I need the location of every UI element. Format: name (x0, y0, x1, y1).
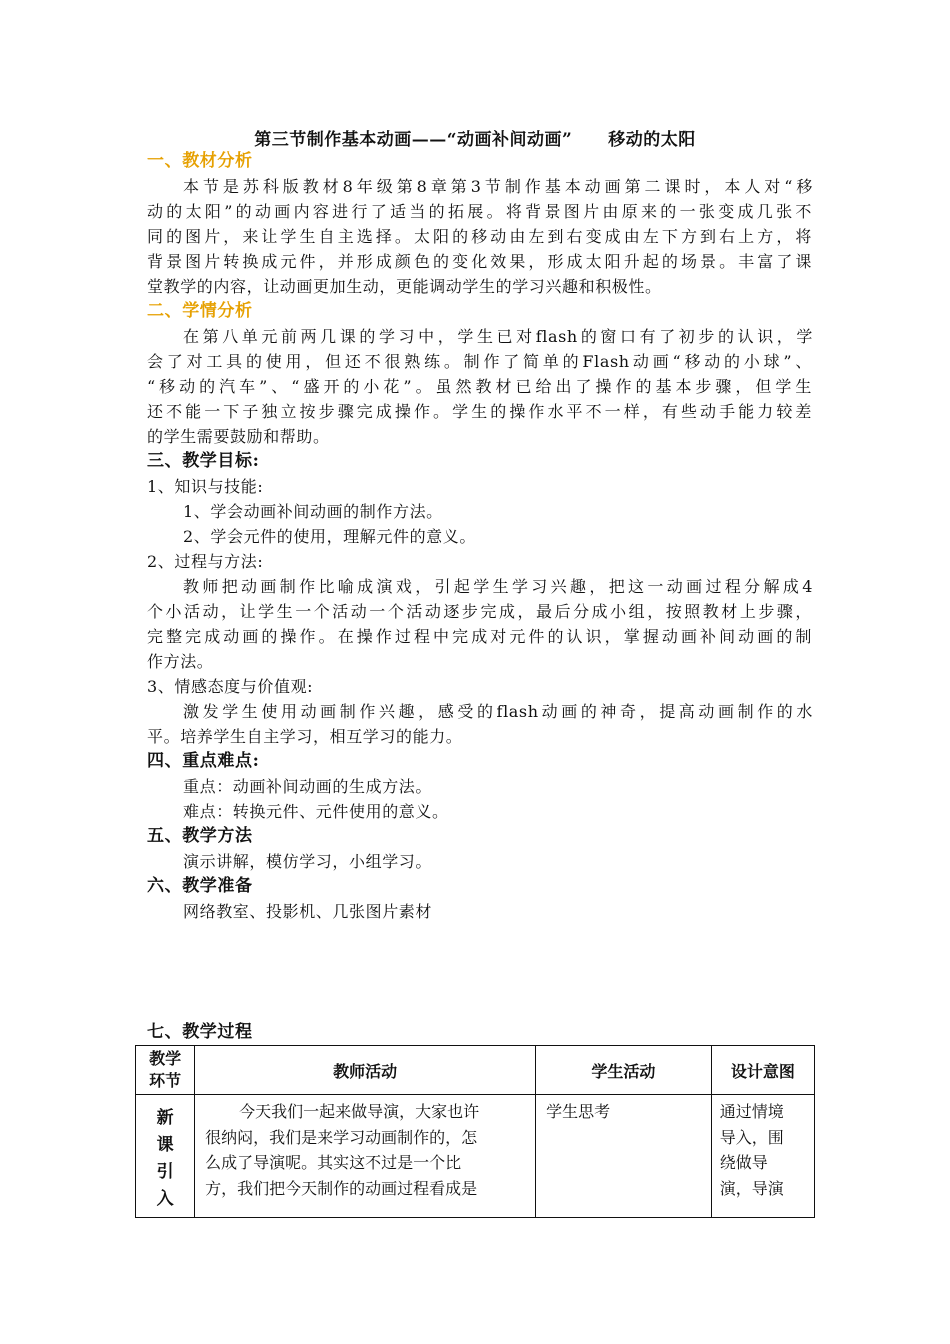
table-header-row (136, 1046, 815, 1095)
header-teacher-activity: 教师活动 (195, 1046, 536, 1095)
paragraph-line: 个小活动，让学生一个活动一个活动逐步完成，最后分成小组，按照教材上步骤， (147, 602, 812, 621)
paragraph-line: 在第八单元前两几课的学习中，学生已对flash的窗口有了初步的认识，学 (183, 327, 813, 346)
goal-item: 2、学会元件的使用，理解元件的意义。 (183, 527, 476, 546)
paragraph-line: 会了对工具的使用，但还不很熟练。制作了简单的Flash动画“移动的小球”、 (147, 352, 812, 371)
intent-line: 导入，围 (719, 1127, 784, 1147)
header-step-line: 环节 (149, 1071, 182, 1090)
paragraph-line: 还不能一下子独立按步骤完成操作。学生的操作水平不一样，有些动手能力较差 (147, 402, 812, 421)
header-step-line: 教学 (149, 1049, 182, 1068)
section-heading-textbook-analysis: 一、教材分析 (147, 151, 253, 171)
paragraph-line: 作方法。 (147, 652, 214, 671)
paragraph-line: 完整完成动画的操作。在操作过程中完成对元件的认识，掌握动画补间动画的制 (147, 627, 812, 646)
teacher-line: 很纳闷，我们是来学习动画制作的，怎 (205, 1127, 478, 1147)
teacher-line: 方，我们把今天制作的动画过程看成是 (205, 1178, 478, 1198)
section-heading-student-analysis: 二、学情分析 (147, 301, 253, 321)
section-heading-teaching-goals: 三、教学目标: (147, 451, 260, 471)
paragraph-line: 背景图片转换成元件，并形成颜色的变化效果，形成太阳升起的场景。丰富了课 (147, 252, 812, 271)
difficult-point: 难点：转换元件、元件使用的意义。 (183, 802, 449, 821)
subheading-attitudes-values: 3、情感态度与价值观: (147, 677, 314, 696)
section-heading-teaching-process: 七、教学过程 (147, 1022, 253, 1042)
teacher-line: 今天我们一起来做导演，大家也许 (239, 1102, 480, 1121)
design-intent-cell (711, 1095, 814, 1218)
paragraph-line: “移动的汽车”、“盛开的小花”。虽然教材已给出了操作的基本步骤，但学生 (147, 377, 812, 396)
section-heading-preparation: 六、教学准备 (147, 876, 253, 896)
header-design-intent: 设计意图 (711, 1046, 814, 1095)
section-heading-key-points: 四、重点难点: (147, 751, 260, 771)
stage-char: 引 (156, 1162, 174, 1182)
paragraph-line: 的学生需要鼓励和帮助。 (147, 427, 330, 446)
section-heading-teaching-methods: 五、教学方法 (147, 826, 253, 846)
header-student-activity: 学生活动 (536, 1046, 712, 1095)
intent-line: 绕做导 (719, 1153, 768, 1172)
stage-char: 入 (156, 1189, 174, 1209)
goal-item: 1、学会动画补间动画的制作方法。 (183, 502, 443, 521)
intent-line: 演，导演 (719, 1178, 784, 1198)
paragraph-line: 动的太阳”的动画内容进行了适当的拓展。将背景图片由原来的一张变成几张不 (147, 202, 812, 221)
teacher-line: 么成了导演呢。其实这不过是一个比 (205, 1153, 462, 1172)
preparation-text: 网络教室、投影机、几张图片素材 (183, 902, 433, 921)
paragraph-line: 激发学生使用动画制作兴趣，感受的flash动画的神奇，提高动画制作的水 (183, 702, 813, 721)
subheading-knowledge-skills: 1、知识与技能: (147, 477, 264, 496)
paragraph-line: 同的图片，来让学生自主选择。太阳的移动由左到右变成由左下方到右上方，将 (147, 227, 812, 246)
stage-cell (136, 1095, 195, 1218)
stage-char: 课 (156, 1135, 174, 1155)
header-teaching-step (136, 1046, 195, 1095)
title-main: 第三节制作基本动画——“动画补间动画” (254, 130, 573, 150)
teaching-process-table (135, 1045, 815, 1218)
teacher-activity-cell (195, 1095, 536, 1218)
student-activity-cell: 学生思考 (536, 1095, 712, 1218)
paragraph-line: 堂教学的内容，让动画更加生动，更能调动学生的学习兴趣和积极性。 (147, 277, 662, 296)
stage-char: 新 (156, 1108, 174, 1128)
intent-line: 通过情境 (719, 1102, 784, 1121)
page-title (0, 125, 950, 150)
key-point: 重点：动画补间动画的生成方法。 (183, 777, 433, 796)
paragraph-line: 教师把动画制作比喻成演戏，引起学生学习兴趣，把这一动画过程分解成4 (183, 577, 813, 596)
subheading-process-methods: 2、过程与方法: (147, 552, 264, 571)
paragraph-line: 本节是苏科版教材8年级第8章第3节制作基本动画第二课时，本人对“移 (183, 177, 813, 196)
teaching-methods-text: 演示讲解，模仿学习，小组学习。 (183, 852, 433, 871)
title-sub: 移动的太阳 (608, 130, 696, 150)
paragraph-line: 平。培养学生自主学习，相互学习的能力。 (147, 727, 463, 746)
table-row (136, 1095, 815, 1218)
